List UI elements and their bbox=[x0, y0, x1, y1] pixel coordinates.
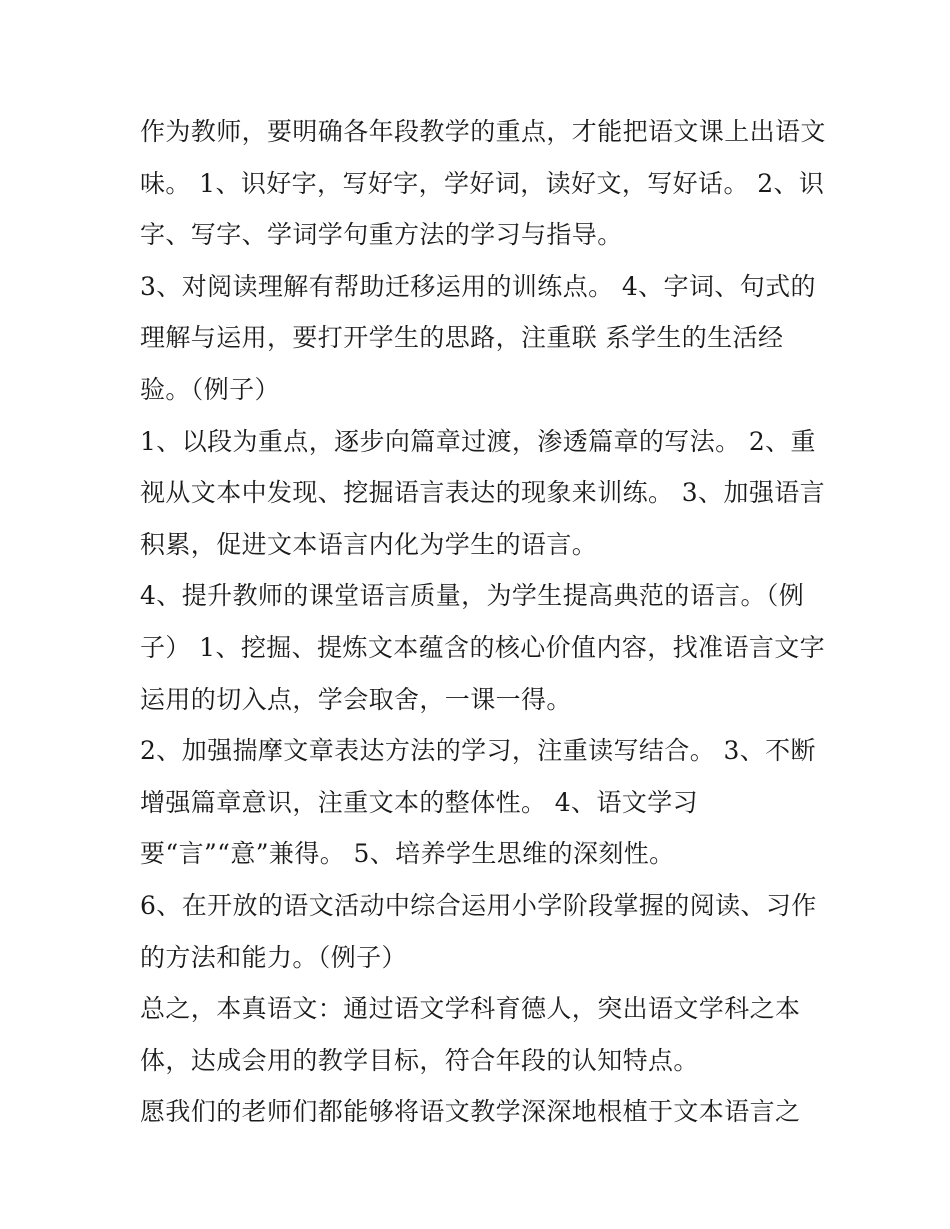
text-line: 2、加强揣摩文章表达方法的学习，注重读写结合。 3、不断 bbox=[140, 736, 816, 766]
text-line: 6、在开放的语文活动中综合运用小学阶段掌握的阅读、习作 bbox=[140, 890, 817, 920]
text-line: 1、以段为重点，逐步向篇章过渡，渗透篇章的写法。 2、重 bbox=[140, 426, 816, 456]
text-line: 味。 1、识好字，写好字，学好词，读好文，写好话。 2、识 bbox=[140, 168, 825, 198]
document-body bbox=[140, 106, 826, 1138]
text-line: 要“言”“意”兼得。 5、培养学生思维的深刻性。 bbox=[140, 839, 675, 869]
text-line: 作为教师，要明确各年段教学的重点，才能把语文课上出语文 bbox=[140, 117, 826, 146]
text-line: 体，达成会用的教学目标，符合年段的认知特点。 bbox=[140, 1045, 699, 1075]
text-line: 理解与运用，要打开学生的思路，注重联 系学生的生活经 bbox=[140, 323, 784, 353]
text-line: 运用的切入点，学会取舍，一课一得。 bbox=[140, 684, 572, 714]
text-line: 3、对阅读理解有帮助迁移运用的训练点。 4、字词、句式的 bbox=[140, 271, 816, 301]
text-line: 积累，促进文本语言内化为学生的语言。 bbox=[140, 529, 598, 559]
text-line: 子） 1、挖掘、提炼文本蕴含的核心价值内容，找准语言文字 bbox=[140, 632, 826, 662]
text-line: 的方法和能力。（例子） bbox=[140, 942, 407, 972]
text-line: 总之，本真语文：通过语文学科育德人，突出语文学科之本 bbox=[140, 994, 801, 1024]
text-line: 验。（例子） bbox=[140, 374, 280, 404]
text-line: 4、提升教师的课堂语言质量，为学生提高典范的语言。（例 bbox=[140, 581, 805, 611]
text-line: 愿我们的老师们都能够将语文教学深深地根植于文本语言之 bbox=[140, 1097, 801, 1127]
text-line: 视从文本中发现、挖掘语言表达的现象来训练。 3、加强语言 bbox=[140, 478, 826, 508]
text-line: 字、写字、学词学句重方法的学习与指导。 bbox=[140, 220, 623, 250]
text-line: 增强篇章意识，注重文本的整体性。 4、语文学习 bbox=[140, 787, 699, 817]
